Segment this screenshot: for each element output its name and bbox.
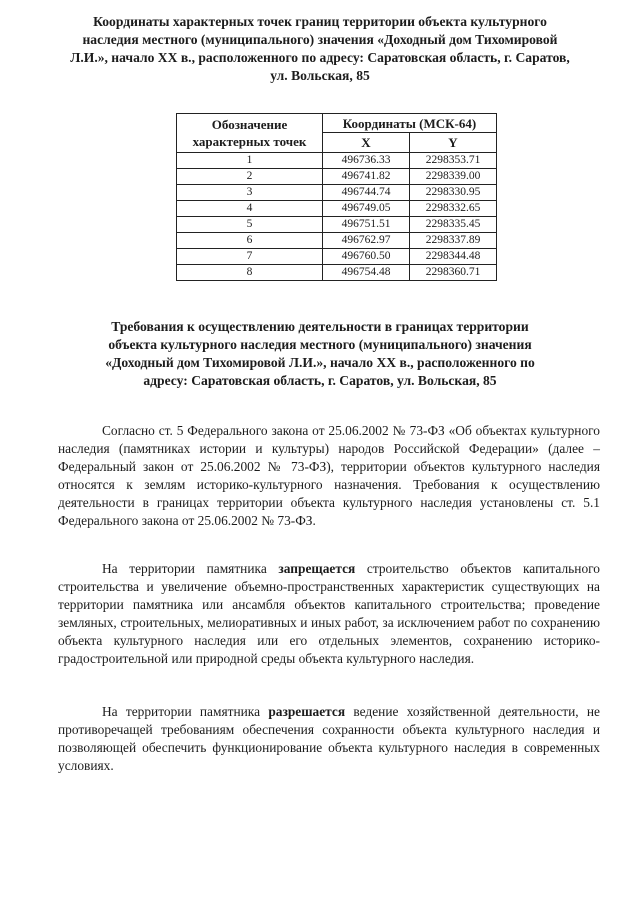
paragraph-text-start: На территории памятника [102, 704, 269, 719]
y-value: 2298353.71 [410, 153, 497, 169]
y-value: 2298330.95 [410, 185, 497, 201]
table-row [177, 169, 497, 185]
table-row [177, 217, 497, 233]
x-value: 496749.05 [323, 201, 410, 217]
x-value: 496736.33 [323, 153, 410, 169]
y-value: 2298360.71 [410, 265, 497, 281]
legal-basis-paragraph: Согласно ст. 5 Федерального закона от 25.06.2002 № 73-ФЗ «Об объектах культурного наследия (памятниках истории и культуры) народов Российской Федерации» (далее – Федеральный закон от 25.06.2002 № 73-ФЗ), территории объектов культурного наследия относятся к землям историко-культурного назначения. Требования к осуществлению деятельности в границах территории объекта культурного наследия установлены ст. 5.1 Федерального закона от 25.06.2002 № 73-ФЗ. [58, 423, 600, 528]
paragraph-text-start: На территории памятника [102, 561, 279, 576]
paragraph-text-end: строительство объектов капитального строительства и увеличение объемно-пространственных характеристик существующих на территории памятника или ансамбля объектов капитального строительства; проведение земляных, строительных, мелиоративных и иных работ, за исключением работ по сохранению объекта культурного наследия или его отдельных элементов, сохранению историко-градостроительной или природной среды объекта культурного наследия. [58, 561, 600, 666]
permitted-keyword: разрешается [268, 704, 346, 719]
y-value: 2298339.00 [410, 169, 497, 185]
requirements-heading: Требования к осуществлению деятельности в границах территории объекта культурного наследия местного (муниципального) значения «Доходный дом Тихомировой Л.И.», начало XX в., расположенного по адресу: Саратовская область, г. Саратов, ул. Вольская, 85 [105, 319, 535, 388]
point-number: 3 [177, 185, 323, 201]
table-row [177, 233, 497, 249]
y-value: 2298335.45 [410, 217, 497, 233]
table-row [177, 153, 497, 169]
coordinates-system-header: Координаты (МСК-64) [323, 114, 497, 133]
point-number: 7 [177, 249, 323, 265]
point-number: 2 [177, 169, 323, 185]
point-designation-header: Обозначение характерных точек [177, 114, 323, 153]
coordinates-table-body [177, 153, 497, 281]
prohibited-keyword: запрещается [278, 561, 356, 576]
y-header: Y [410, 133, 497, 153]
table-row [177, 201, 497, 217]
x-value: 496751.51 [323, 217, 410, 233]
table-row [177, 249, 497, 265]
x-value: 496741.82 [323, 169, 410, 185]
point-number: 1 [177, 153, 323, 169]
table-row [177, 265, 497, 281]
x-value: 496744.74 [323, 185, 410, 201]
table-row [177, 185, 497, 201]
paragraph-text-end: ведение хозяйственной деятельности, не противоречащей требованиям обеспечения сохранности объекта культурного наследия и позволяющей обеспечить функционирование объекта культурного наследия в современных условиях. [58, 704, 600, 773]
y-value: 2298337.89 [410, 233, 497, 249]
x-value: 496762.97 [323, 233, 410, 249]
y-value: 2298332.65 [410, 201, 497, 217]
x-value: 496754.48 [323, 265, 410, 281]
x-header: X [323, 133, 410, 153]
y-value: 2298344.48 [410, 249, 497, 265]
coordinates-table [176, 113, 497, 281]
permitted-activities-paragraph [58, 703, 600, 775]
coordinates-heading: Координаты характерных точек границ территории объекта культурного наследия местного (муниципального) значения «Доходный дом Тихомировой Л.И.», начало XX в., расположенного по адресу: Саратовская область, г. Саратов, ул. Вольская, 85 [70, 14, 570, 83]
prohibited-activities-paragraph [58, 560, 600, 668]
point-number: 5 [177, 217, 323, 233]
point-number: 8 [177, 265, 323, 281]
x-value: 496760.50 [323, 249, 410, 265]
point-number: 6 [177, 233, 323, 249]
point-number: 4 [177, 201, 323, 217]
